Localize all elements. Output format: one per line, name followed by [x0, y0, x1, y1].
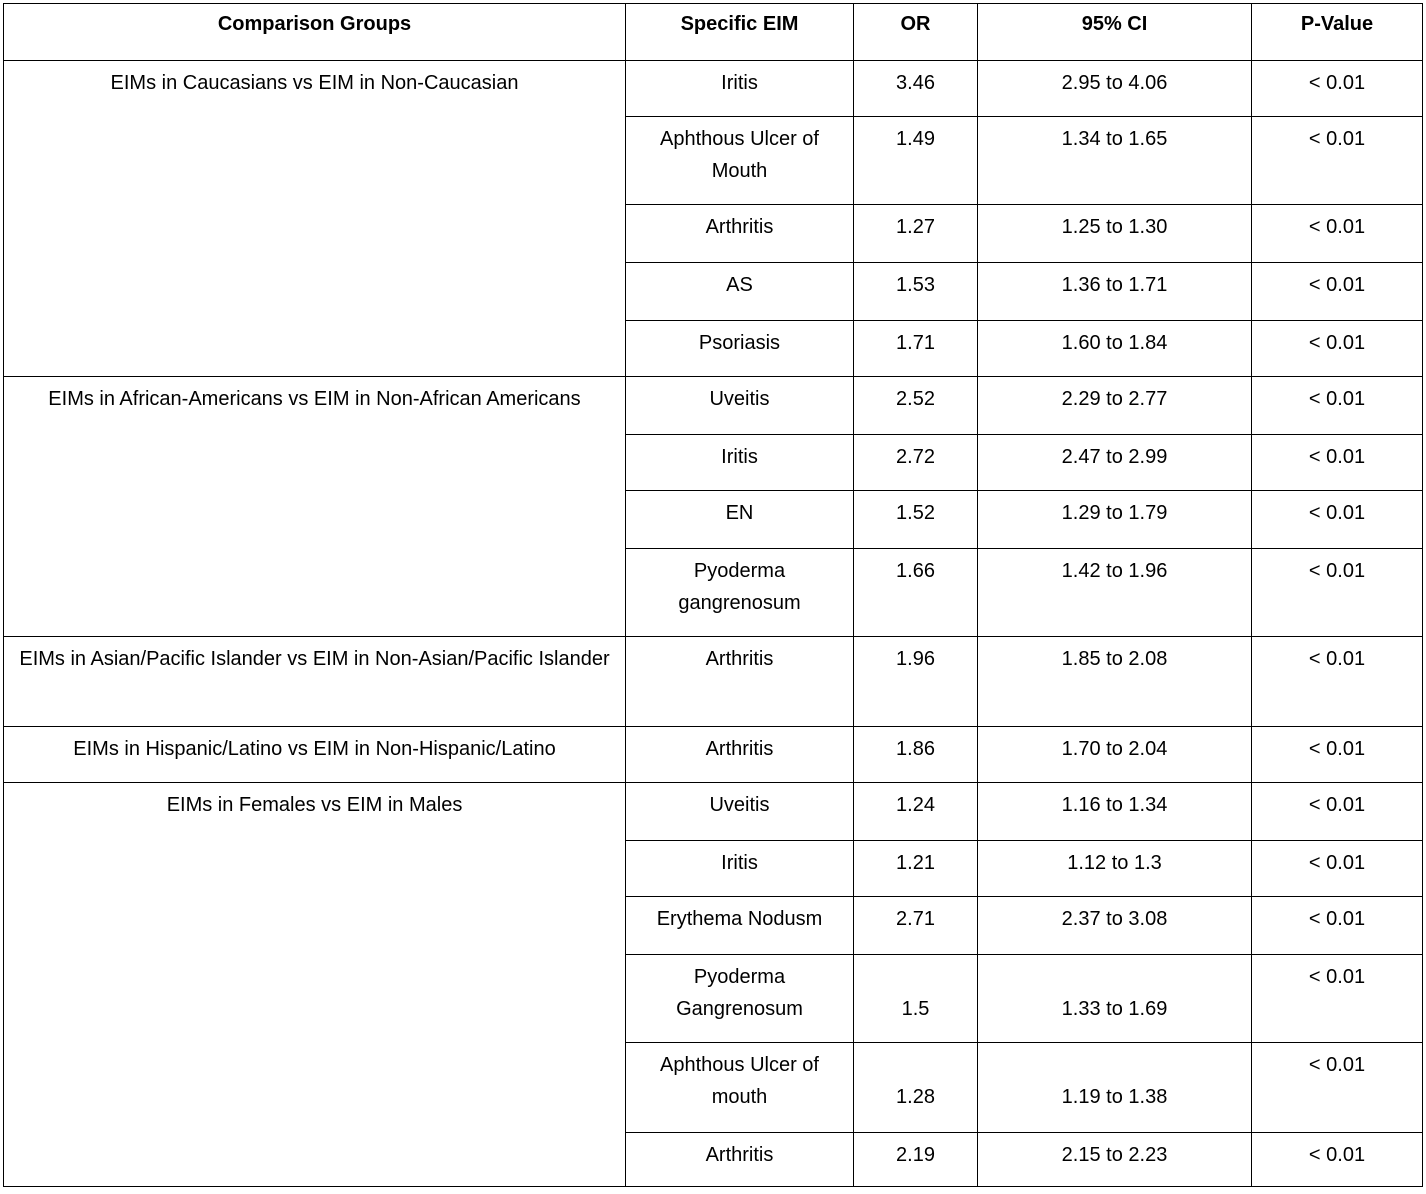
or-cell: 1.5 — [854, 955, 978, 1043]
or-cell: 3.46 — [854, 61, 978, 117]
or-cell: 1.27 — [854, 205, 978, 263]
specific-eim-cell: Iritis — [626, 841, 854, 897]
p-value-cell: < 0.01 — [1252, 205, 1423, 263]
or-cell: 1.71 — [854, 321, 978, 377]
ci-cell: 1.85 to 2.08 — [978, 637, 1252, 727]
or-cell: 1.66 — [854, 549, 978, 637]
specific-eim-cell: Iritis — [626, 61, 854, 117]
ci-cell: 2.47 to 2.99 — [978, 435, 1252, 491]
ci-cell: 2.29 to 2.77 — [978, 377, 1252, 435]
table-row — [4, 61, 1423, 117]
p-value-cell: < 0.01 — [1252, 727, 1423, 783]
ci-cell: 1.70 to 2.04 — [978, 727, 1252, 783]
ci-cell: 2.37 to 3.08 — [978, 897, 1252, 955]
specific-eim-cell: Uveitis — [626, 783, 854, 841]
p-value-cell: < 0.01 — [1252, 377, 1423, 435]
header-comparison-groups: Comparison Groups — [4, 4, 626, 61]
p-value-cell: < 0.01 — [1252, 549, 1423, 637]
specific-eim-cell: Erythema Nodusm — [626, 897, 854, 955]
or-cell: 2.52 — [854, 377, 978, 435]
specific-eim-cell: Arthritis — [626, 1133, 854, 1187]
table-row — [4, 377, 1423, 435]
comparison-group-cell: EIMs in Hispanic/Latino vs EIM in Non-Hispanic/Latino — [4, 727, 626, 783]
or-cell: 1.24 — [854, 783, 978, 841]
ci-cell: 2.15 to 2.23 — [978, 1133, 1252, 1187]
p-value-cell: < 0.01 — [1252, 841, 1423, 897]
or-cell: 1.53 — [854, 263, 978, 321]
specific-eim-cell: Pyoderma gangrenosum — [626, 549, 854, 637]
ci-cell: 1.60 to 1.84 — [978, 321, 1252, 377]
p-value-cell: < 0.01 — [1252, 783, 1423, 841]
header-row — [4, 4, 1423, 61]
ci-cell: 1.19 to 1.38 — [978, 1043, 1252, 1133]
p-value-cell: < 0.01 — [1252, 491, 1423, 549]
or-cell: 2.72 — [854, 435, 978, 491]
ci-cell: 1.36 to 1.71 — [978, 263, 1252, 321]
ci-cell: 1.34 to 1.65 — [978, 117, 1252, 205]
ci-cell: 2.95 to 4.06 — [978, 61, 1252, 117]
or-cell: 1.52 — [854, 491, 978, 549]
header-or: OR — [854, 4, 978, 61]
specific-eim-cell: Iritis — [626, 435, 854, 491]
or-cell: 2.71 — [854, 897, 978, 955]
or-cell: 1.28 — [854, 1043, 978, 1133]
header-specific-eim: Specific EIM — [626, 4, 854, 61]
p-value-cell: < 0.01 — [1252, 897, 1423, 955]
specific-eim-cell: Arthritis — [626, 205, 854, 263]
header-95-ci: 95% CI — [978, 4, 1252, 61]
specific-eim-cell: Aphthous Ulcer of mouth — [626, 1043, 854, 1133]
ci-cell: 1.29 to 1.79 — [978, 491, 1252, 549]
p-value-cell: < 0.01 — [1252, 1133, 1423, 1187]
specific-eim-cell: Pyoderma Gangrenosum — [626, 955, 854, 1043]
comparison-group-cell: EIMs in African-Americans vs EIM in Non-African Americans — [4, 377, 626, 637]
comparison-group-cell: EIMs in Females vs EIM in Males — [4, 783, 626, 1187]
p-value-cell: < 0.01 — [1252, 637, 1423, 727]
or-cell: 1.49 — [854, 117, 978, 205]
p-value-cell: < 0.01 — [1252, 263, 1423, 321]
or-cell: 2.19 — [854, 1133, 978, 1187]
table-row — [4, 727, 1423, 783]
eim-comparison-table — [3, 3, 1423, 1187]
ci-cell: 1.42 to 1.96 — [978, 549, 1252, 637]
table-row — [4, 637, 1423, 727]
specific-eim-cell: Uveitis — [626, 377, 854, 435]
p-value-cell: < 0.01 — [1252, 117, 1423, 205]
specific-eim-cell: Arthritis — [626, 637, 854, 727]
ci-cell: 1.16 to 1.34 — [978, 783, 1252, 841]
specific-eim-cell: Aphthous Ulcer of Mouth — [626, 117, 854, 205]
p-value-cell: < 0.01 — [1252, 435, 1423, 491]
specific-eim-cell: AS — [626, 263, 854, 321]
table-row — [4, 783, 1423, 841]
comparison-group-cell: EIMs in Caucasians vs EIM in Non-Caucasian — [4, 61, 626, 377]
or-cell: 1.96 — [854, 637, 978, 727]
p-value-cell: < 0.01 — [1252, 955, 1423, 1043]
ci-cell: 1.33 to 1.69 — [978, 955, 1252, 1043]
header-p-value: P-Value — [1252, 4, 1423, 61]
p-value-cell: < 0.01 — [1252, 61, 1423, 117]
or-cell: 1.86 — [854, 727, 978, 783]
specific-eim-cell: Arthritis — [626, 727, 854, 783]
comparison-group-cell: EIMs in Asian/Pacific Islander vs EIM in Non-Asian/Pacific Islander — [4, 637, 626, 727]
ci-cell: 1.12 to 1.3 — [978, 841, 1252, 897]
p-value-cell: < 0.01 — [1252, 321, 1423, 377]
ci-cell: 1.25 to 1.30 — [978, 205, 1252, 263]
p-value-cell: < 0.01 — [1252, 1043, 1423, 1133]
or-cell: 1.21 — [854, 841, 978, 897]
specific-eim-cell: Psoriasis — [626, 321, 854, 377]
specific-eim-cell: EN — [626, 491, 854, 549]
